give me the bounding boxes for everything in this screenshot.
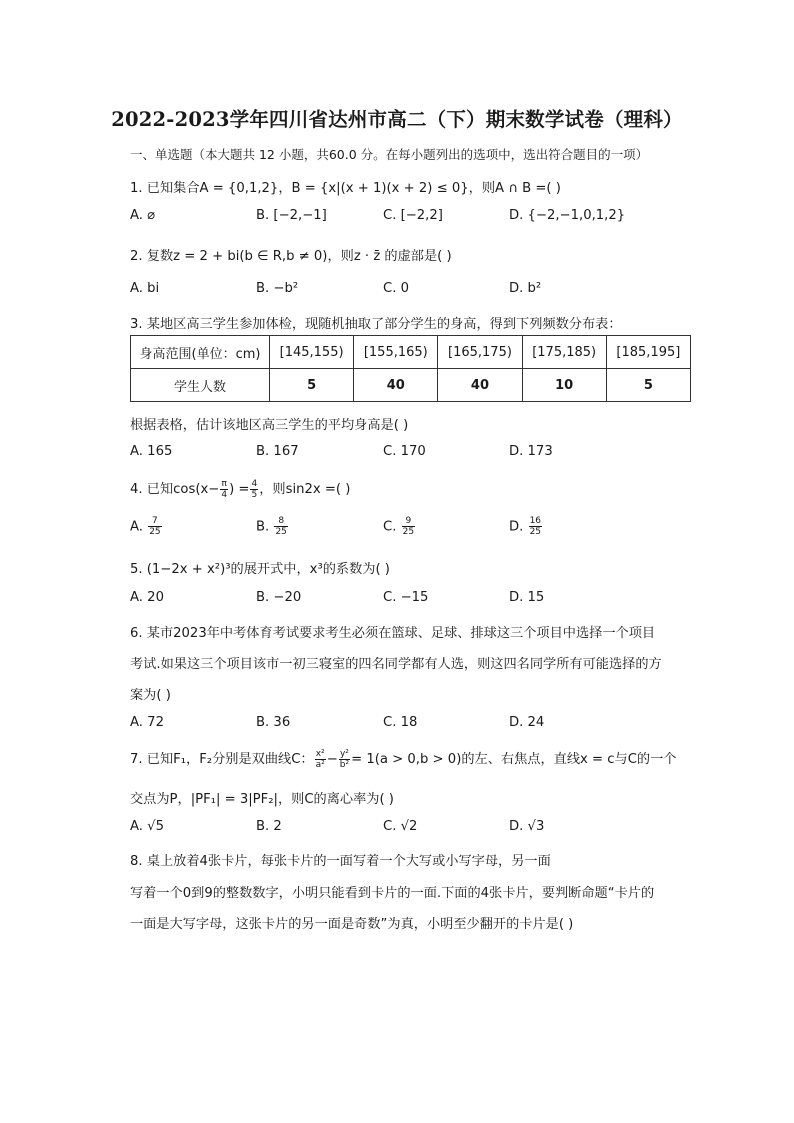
table-header-row — [131, 336, 691, 369]
q6-option-d: D. 24 — [509, 715, 545, 730]
table-cell: 40 — [438, 369, 522, 402]
q1-option-a: A. ⌀ — [130, 208, 156, 223]
q2-option-c: C. 0 — [383, 281, 409, 296]
q7-option-d: D. √3 — [509, 819, 545, 834]
section-heading: 一、单选题（本大题共 12 小题，共60.0 分。在每小题列出的选项中，选出符合题目的一项） — [130, 147, 649, 162]
question-4-stem — [130, 478, 350, 500]
frequency-table — [130, 335, 691, 402]
q4-stem-mid: ) = — [229, 482, 250, 497]
q4-stem-pre: 4. 已知cos(x− — [130, 482, 220, 497]
q2-option-d: D. b² — [509, 281, 542, 296]
q5-option-d: D. 15 — [509, 590, 545, 605]
q6-option-b: B. 36 — [256, 715, 291, 730]
q3-option-d: D. 173 — [509, 444, 553, 459]
q7-fraction-y2-b2: $\frac{\text{y²}}{\text{b²}}$ — [339, 748, 350, 770]
q7-stem-pre: 7. 已知F₁，F₂分别是双曲线C： — [130, 752, 314, 767]
exam-title: 2022-2023学年四川省达州市高二（下）期末数学试卷（理科） — [111, 108, 683, 131]
q7-option-b: B. 2 — [256, 819, 282, 834]
q4-option-d: D. $\frac{16}{25}$ — [509, 516, 542, 537]
q6-option-c: C. 18 — [383, 715, 418, 730]
question-2-stem: 2. 复数z = 2 + bi(b ∈ R,b ≠ 0)，则z · z̄ 的虚部是( ) — [130, 249, 452, 264]
table-cell: [185,195] — [606, 336, 690, 369]
question-7-stem — [130, 748, 676, 770]
q7-stem-mid: − — [326, 752, 338, 767]
table-cell: 学生人数 — [131, 369, 270, 402]
q7-option-a: A. √5 — [130, 819, 164, 834]
q3-option-a: A. 165 — [130, 444, 173, 459]
q4-fraction-pi-4: $\frac{\pi}{4}$ — [221, 478, 228, 500]
table-row — [131, 369, 691, 402]
q6-option-a: A. 72 — [130, 715, 164, 730]
table-cell: 5 — [270, 369, 354, 402]
q2-option-a: A. bi — [130, 281, 160, 296]
question-6-stem-line-1: 6. 某市2023年中考体育考试要求考生必须在篮球、足球、排球这三个项目中选择一个项目 — [130, 626, 656, 641]
q1-option-b: B. [−2,−1] — [256, 208, 327, 223]
q7-fraction-x2-a2: $\frac{\text{x²}}{\text{a²}}$ — [315, 748, 325, 770]
question-8-stem-line-2: 写着一个0到9的整数数字，小明只能看到卡片的一面.下面的4张卡片，要判断命题“卡片的 — [130, 886, 655, 901]
table-cell: [175,185) — [522, 336, 606, 369]
question-8-stem-line-1: 8. 桌上放着4张卡片，每张卡片的一面写着一个大写或小写字母，另一面 — [130, 854, 551, 869]
q3-option-b: B. 167 — [256, 444, 299, 459]
table-cell: [165,175) — [438, 336, 522, 369]
question-8-stem-line-3: 一面是大写字母，这张卡片的另一面是奇数”为真，小明至少翻开的卡片是( ) — [130, 917, 574, 932]
q4-option-a: A. $\frac{7}{25}$ — [130, 516, 161, 537]
table-cell: 5 — [606, 369, 690, 402]
table-cell: [155,165) — [354, 336, 438, 369]
q4-option-c: C. $\frac{9}{25}$ — [383, 516, 415, 537]
table-cell: 40 — [354, 369, 438, 402]
q4-fraction-4-5: $\frac{4}{5}$ — [251, 478, 258, 500]
q5-option-a: A. 20 — [130, 590, 164, 605]
q4-option-b: B. $\frac{8}{25}$ — [256, 516, 287, 537]
q3-option-c: C. 170 — [383, 444, 426, 459]
q5-option-b: B. −20 — [256, 590, 302, 605]
question-5-stem: 5. (1−2x + x²)³的展开式中，x³的系数为( ) — [130, 562, 390, 577]
q4-stem-post: ，则sin2x =( ) — [259, 482, 351, 497]
question-6-stem-line-3: 案为( ) — [130, 688, 171, 703]
question-1-stem: 1. 已知集合A = {0,1,2}，B = {x|(x + 1)(x + 2) ≤ 0}，则A ∩ B =( ) — [130, 181, 561, 196]
table-cell: [145,155) — [270, 336, 354, 369]
question-6-stem-line-2: 考试.如果这三个项目该市一初三寝室的四名同学都有人选，则这四名同学所有可能选择的方 — [130, 657, 662, 672]
question-7-stem-line-2: 交点为P，|PF₁| = 3|PF₂|，则C的离心率为( ) — [130, 792, 394, 807]
q7-option-c: C. √2 — [383, 819, 418, 834]
question-3-stem: 3. 某地区高三学生参加体检，现随机抽取了部分学生的身高，得到下列频数分布表： — [130, 317, 622, 332]
table-cell: 身高范围(单位：cm) — [131, 336, 270, 369]
q2-option-b: B. −b² — [256, 281, 299, 296]
table-cell: 10 — [522, 369, 606, 402]
q5-option-c: C. −15 — [383, 590, 429, 605]
question-3-followup: 根据表格，估计该地区高三学生的平均身高是( ) — [130, 418, 409, 433]
q1-option-c: C. [−2,2] — [383, 208, 443, 223]
q7-stem-post: = 1(a > 0,b > 0)的左、右焦点，直线x = c与C的一个 — [351, 752, 677, 767]
q1-option-d: D. {−2,−1,0,1,2} — [509, 208, 626, 223]
